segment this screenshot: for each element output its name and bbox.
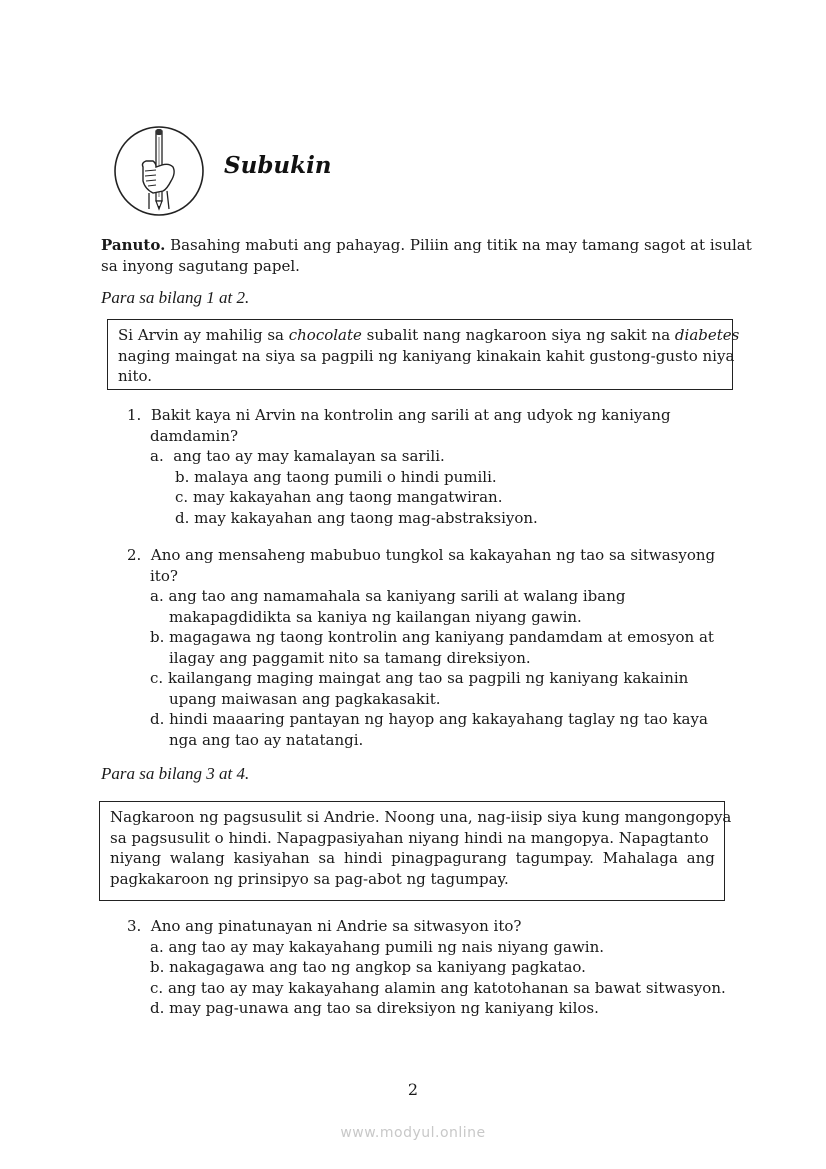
choice-letter: c. [150, 978, 164, 997]
choice-text: may kakayahan ang taong mag-abstraksiyon. [194, 508, 538, 527]
choice-letter: a. [150, 587, 164, 605]
choice-item[interactable] [127, 957, 726, 978]
choice-text: nakagagawa ang tao ng angkop sa kaniyang pagkatao. [169, 958, 586, 976]
choice-item[interactable] [127, 937, 726, 958]
choice-text: kailangang maging maingat ang tao sa pagpili ng kaniyang kakainin [167, 669, 689, 687]
question-stem: ito? [150, 566, 178, 585]
choice-text: hindi maaaring pantayan ng hayop ang kakayahang taglay ng tao kaya [169, 710, 708, 728]
instructions-label: Panuto. [101, 236, 166, 254]
choice-text: may pag-unawa ang tao sa direksiyon ng kaniyang kilos. [169, 999, 599, 1017]
choice-item[interactable] [127, 467, 671, 488]
choice-item[interactable] [127, 978, 726, 999]
choice-letter: b. [150, 628, 165, 646]
passage-text: Nagkaroon ng pagsusulit si Andrie. Noong una, nag-iisip siya kung mangongopya [110, 808, 732, 826]
choice-text: upang maiwasan ang pagkakasakit. [169, 689, 441, 708]
choice-letter: d. [175, 508, 190, 527]
choice-letter: d. [150, 999, 165, 1017]
choice-letter: c. [175, 488, 189, 506]
question-stem: Ano ang mensaheng mabubuo tungkol sa kakayahan ng tao sa sitwasyong [150, 546, 716, 564]
choice-letter: d. [150, 710, 165, 728]
passage-text: niyang walang kasiyahan sa hindi pinagpagurang tagumpay. Mahalaga ang [110, 849, 715, 867]
choice-item[interactable] [127, 709, 715, 750]
choice-letter: a. [150, 447, 164, 465]
choice-item[interactable] [127, 508, 671, 529]
question-number: 2. [127, 546, 142, 564]
passage-text: naging maingat na siya sa pagpili ng kaniyang kinakain kahit gustong-gusto niya [118, 346, 735, 365]
passage-text: nito. [118, 367, 153, 385]
choice-letter: b. [150, 958, 165, 976]
question-number: 1. [127, 406, 142, 424]
choice-text: may kakayahan ang taong mangatwiran. [192, 488, 503, 506]
passage-text: pagkakaroon ng prinsipyo sa pag-abot ng tagumpay. [110, 869, 509, 888]
question-item [127, 545, 715, 750]
passage-italic-term: diabetes [674, 326, 740, 344]
passage-text: sa pagsusulit o hindi. Napagpasiyahan niyang hindi na mangopya. Napagtanto [110, 828, 709, 847]
question-item [127, 916, 726, 1019]
passage-text: Si Arvin ay mahilig sa [118, 326, 289, 344]
choice-text: ang tao ay may kakayahang alamin ang katotohanan sa bawat sitwasyon. [167, 978, 726, 997]
page-title: Subukin [224, 152, 332, 179]
choice-item[interactable] [127, 487, 671, 508]
question-stem: damdamin? [150, 426, 239, 445]
choice-item[interactable] [127, 998, 726, 1019]
instructions-text-cont: sa inyong sagutang papel. [101, 256, 300, 275]
page-number: 2 [407, 1080, 419, 1099]
instructions-text: Basahing mabuti ang pahayag. Piliin ang titik na may tamang sagot at isulat [170, 236, 752, 254]
choice-letter: b. [175, 467, 190, 486]
section-label: Para sa bilang 3 at 4. [101, 764, 250, 783]
watermark: www.modyul.online [340, 1125, 486, 1141]
question-stem: Ano ang pinatunayan ni Andrie sa sitwasyon ito? [150, 917, 522, 935]
choice-item[interactable] [127, 586, 715, 627]
choice-text: ilagay ang paggamit nito sa tamang direksiyon. [169, 648, 531, 667]
question-item [127, 405, 671, 528]
question-stem: Bakit kaya ni Arvin na kontrolin ang sarili at ang udyok ng kaniyang [150, 406, 671, 424]
choice-text: ang tao ay may kamalayan sa sarili. [173, 447, 445, 465]
choice-letter: c. [150, 669, 164, 687]
choice-item[interactable] [127, 668, 715, 709]
choice-text: ang tao ay may kakayahang pumili ng nais niyang gawin. [168, 937, 605, 956]
passage-box [107, 319, 740, 390]
choice-item[interactable] [127, 446, 671, 467]
section-label: Para sa bilang 1 at 2. [101, 288, 250, 307]
hand-holding-pencil-icon [113, 125, 205, 217]
choice-text: nga ang tao ay natatangi. [169, 730, 364, 749]
choice-item[interactable] [127, 627, 715, 668]
instructions [101, 235, 752, 276]
choice-text: malaya ang taong pumili o hindi pumili. [194, 467, 497, 486]
passage-box [99, 801, 732, 901]
choice-text: ang tao ang namamahala sa kaniyang sarili at walang ibang [168, 587, 626, 605]
passage-text: subalit nang nagkaroon siya ng sakit na [361, 326, 675, 344]
passage-italic-term: chocolate [288, 326, 362, 344]
choice-text: magagawa ng taong kontrolin ang kaniyang pandamdam at emosyon at [169, 628, 714, 646]
question-number: 3. [127, 917, 142, 935]
choice-letter: a. [150, 937, 164, 956]
choice-text: makapagdidikta sa kaniya ng kailangan niyang gawin. [169, 607, 582, 626]
